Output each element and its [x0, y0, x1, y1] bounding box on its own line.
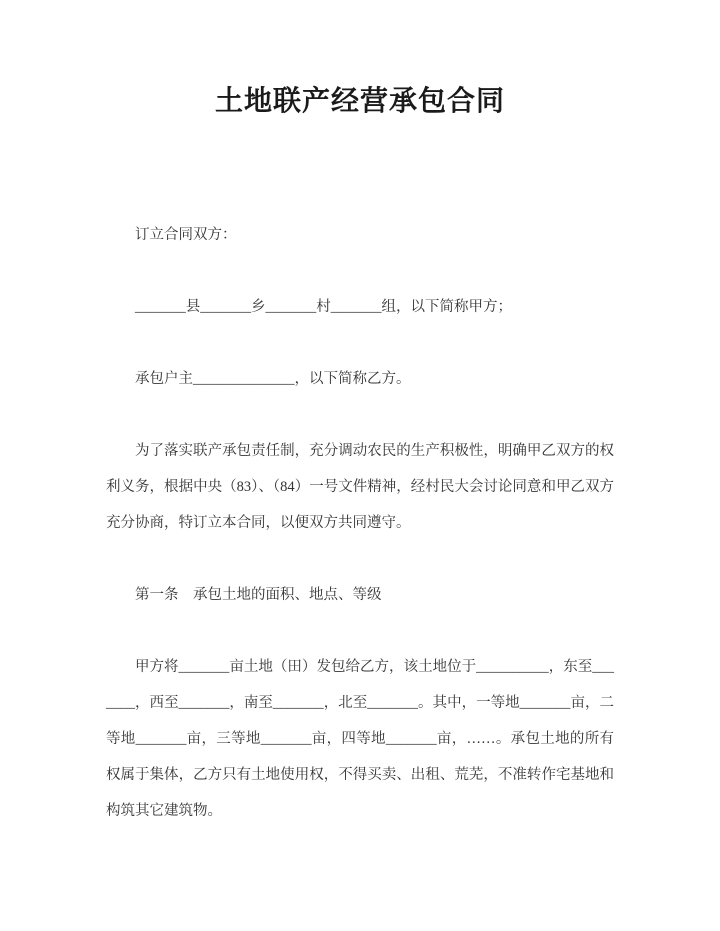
- paragraph-preamble: 为了落实联产承包责任制，充分调动农民的生产积极性，明确甲乙双方的权利义务，根据中央（83）、（84）一号文件精神，经村民大会讨论同意和甲乙双方充分协商，特订立本合同，以便双方共同遵守。: [106, 443, 614, 531]
- paragraph-party-b: 承包户主______________，以下简称乙方。: [135, 371, 411, 387]
- paragraph-contract-parties-label: 订立合同双方：: [135, 227, 237, 243]
- heading-article-1: 第一条 承包土地的面积、地点、等级: [135, 587, 382, 603]
- document-title: 土地联产经营承包合同: [214, 86, 505, 117]
- paragraph-article-1-content: 甲方将_______亩土地（田）发包给乙方，该土地位于__________，东至_______，西至_______，南至_______，北至_______。其中，一等地_______亩，二等地_______亩，三等地_______亩，四等地_______亩，……。承包土地的所有权属于集体，乙方只有土地使用权，不得买卖、出租、荒芜，不准转作宅基地和构筑其它建筑物。: [106, 659, 614, 819]
- paragraph-party-a: _______县_______乡_______村_______组，以下简称甲方；: [135, 299, 512, 315]
